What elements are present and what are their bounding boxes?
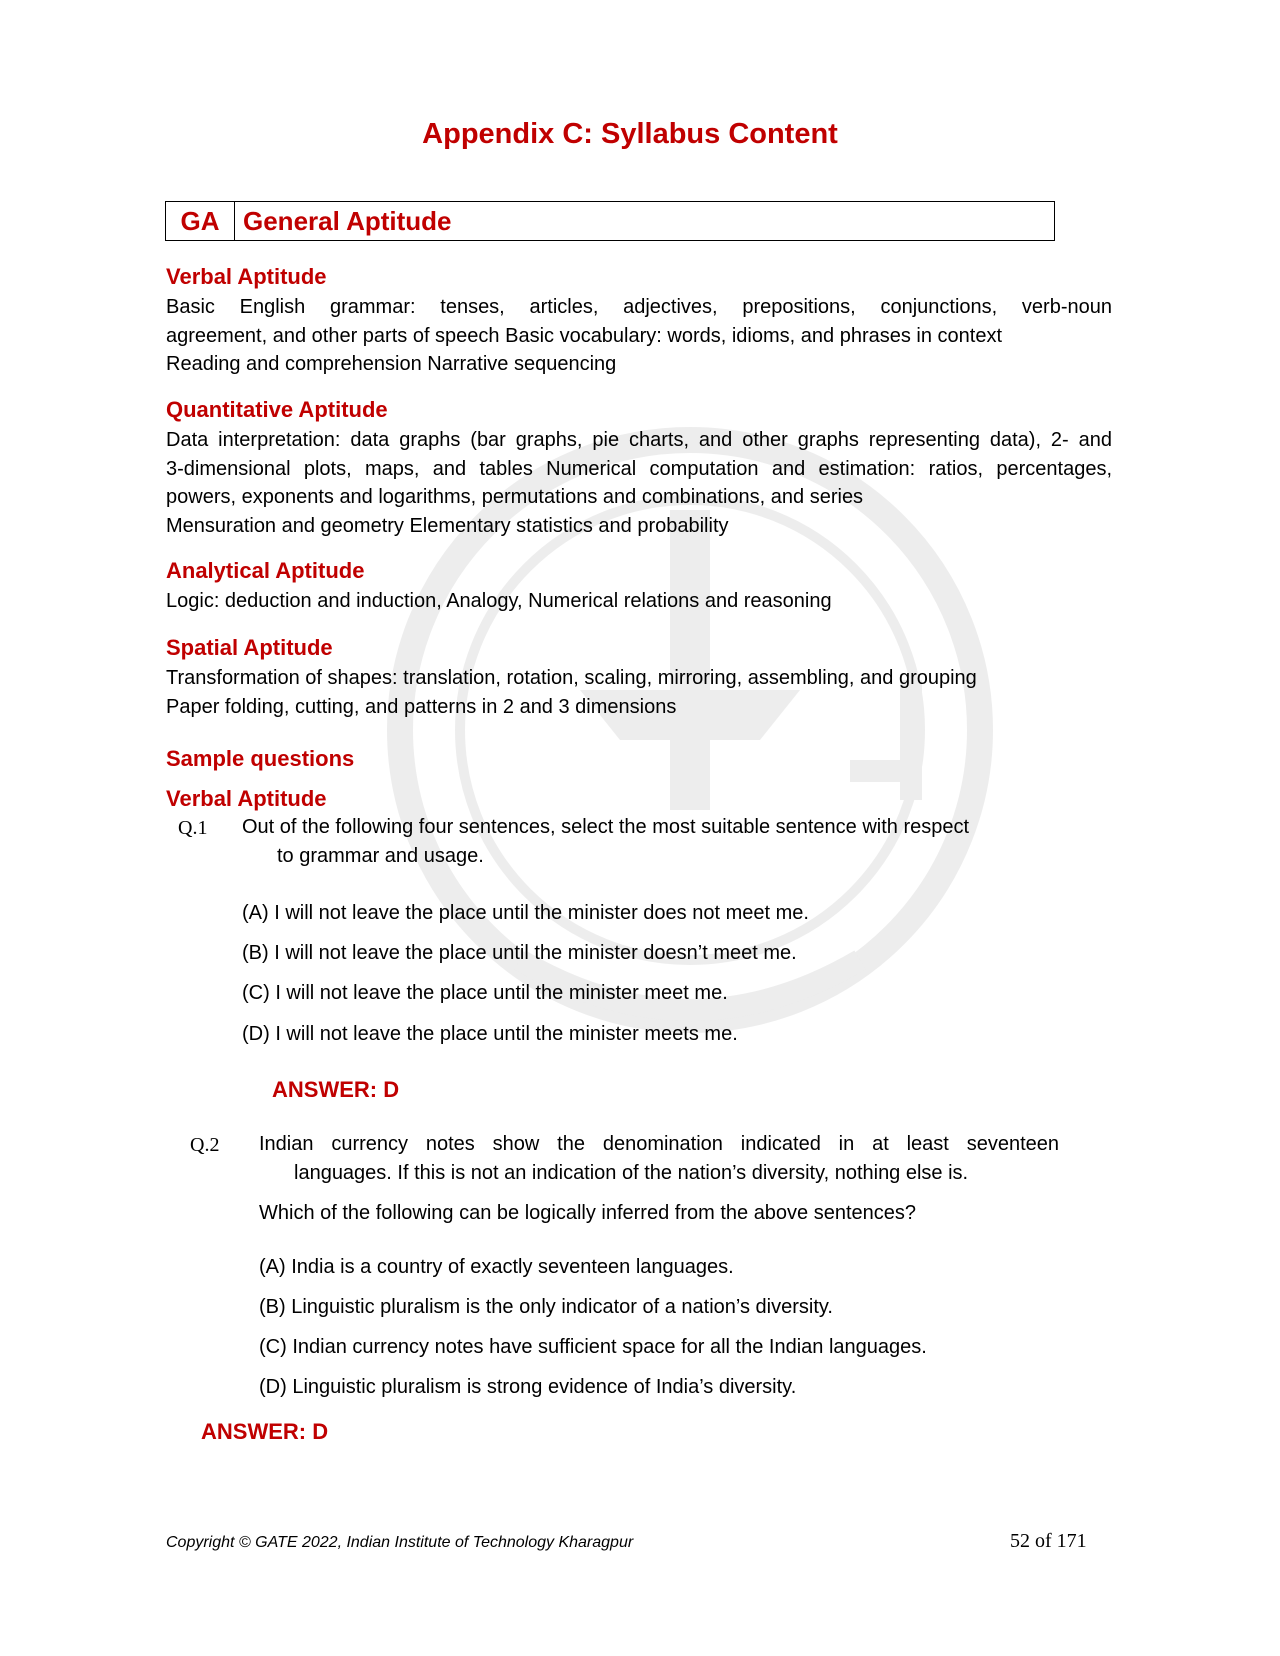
topic-heading-spatial: Spatial Aptitude (166, 635, 333, 660)
answer-label: ANSWER: D (201, 1419, 329, 1444)
topic-line: Mensuration and geometry Elementary statistics and probability (166, 514, 729, 537)
question-line: Indian currency notes show the denomination indicated in at least seventeen (259, 1133, 1059, 1155)
sample-questions-heading: Sample questions (166, 746, 355, 771)
option-a: (A) India is a country of exactly seventeen languages. (259, 1256, 734, 1278)
sample-verbal-heading: Verbal Aptitude (166, 786, 327, 811)
topic-heading-verbal: Verbal Aptitude (166, 264, 327, 289)
answer-label: ANSWER: D (272, 1077, 400, 1102)
topic-line: Data interpretation: data graphs (bar graphs, pie charts, and other graphs representing data), 2- and (166, 429, 1112, 451)
topic-line: Transformation of shapes: translation, rotation, scaling, mirroring, assembling, and grouping (166, 667, 977, 689)
option-c: (C) I will not leave the place until the minister meet me. (242, 982, 728, 1004)
topic-line: Basic English grammar: tenses, articles, adjectives, prepositions, conjunctions, verb-noun (166, 296, 1112, 318)
topic-body-spatial (166, 664, 977, 721)
topic-line: powers, exponents and logarithms, permutations and combinations, and series (166, 486, 864, 508)
topic-line: 3-dimensional plots, maps, and tables Numerical computation and estimation: ratios, percentages, (166, 457, 1112, 480)
option-c: (C) Indian currency notes have sufficient space for all the Indian languages. (259, 1336, 927, 1358)
question-number: Q.2 (190, 1134, 220, 1156)
topic-line: Logic: deduction and induction, Analogy, Numerical relations and reasoning (166, 590, 832, 612)
topic-body-analytical (166, 587, 832, 616)
option-d: (D) Linguistic pluralism is strong evidence of India’s diversity. (259, 1376, 797, 1398)
question-line: to grammar and usage. (277, 844, 484, 867)
topic-line: Paper folding, cutting, and patterns in 2 and 3 dimensions (166, 695, 677, 718)
topic-line: agreement, and other parts of speech Basic vocabulary: words, idioms, and phrases in context (166, 324, 1003, 347)
option-d: (D) I will not leave the place until the minister meets me. (242, 1023, 738, 1045)
page-title: Appendix C: Syllabus Content (422, 118, 838, 150)
question-text (242, 813, 969, 870)
question-number: Q.1 (178, 817, 208, 839)
question-text (259, 1130, 1059, 1187)
question-prompt: Which of the following can be logically inferred from the above sentences? (259, 1202, 917, 1224)
topic-heading-quantitative: Quantitative Aptitude (166, 397, 388, 422)
option-b: (B) Linguistic pluralism is the only indicator of a nation’s diversity. (259, 1296, 833, 1318)
section-name: General Aptitude (243, 205, 452, 236)
section-header-table (165, 201, 1055, 241)
question-line: languages. If this is not an indication of the nation’s diversity, nothing else is. (294, 1161, 969, 1184)
question-line: Out of the following four sentences, select the most suitable sentence with respect (242, 816, 970, 838)
topic-line: Reading and comprehension Narrative sequencing (166, 353, 617, 375)
topic-body-quantitative (166, 426, 1112, 540)
option-a: (A) I will not leave the place until the minister does not meet me. (242, 902, 809, 924)
section-code: GA (166, 202, 235, 240)
footer-page-number: 52 of 171 (1010, 1530, 1087, 1552)
option-b: (B) I will not leave the place until the minister doesn’t meet me. (242, 942, 797, 964)
topic-heading-analytical: Analytical Aptitude (166, 558, 365, 583)
topic-body-verbal (166, 293, 1112, 379)
footer-copyright: Copyright © GATE 2022, Indian Institute of Technology Kharagpur (166, 1534, 634, 1551)
